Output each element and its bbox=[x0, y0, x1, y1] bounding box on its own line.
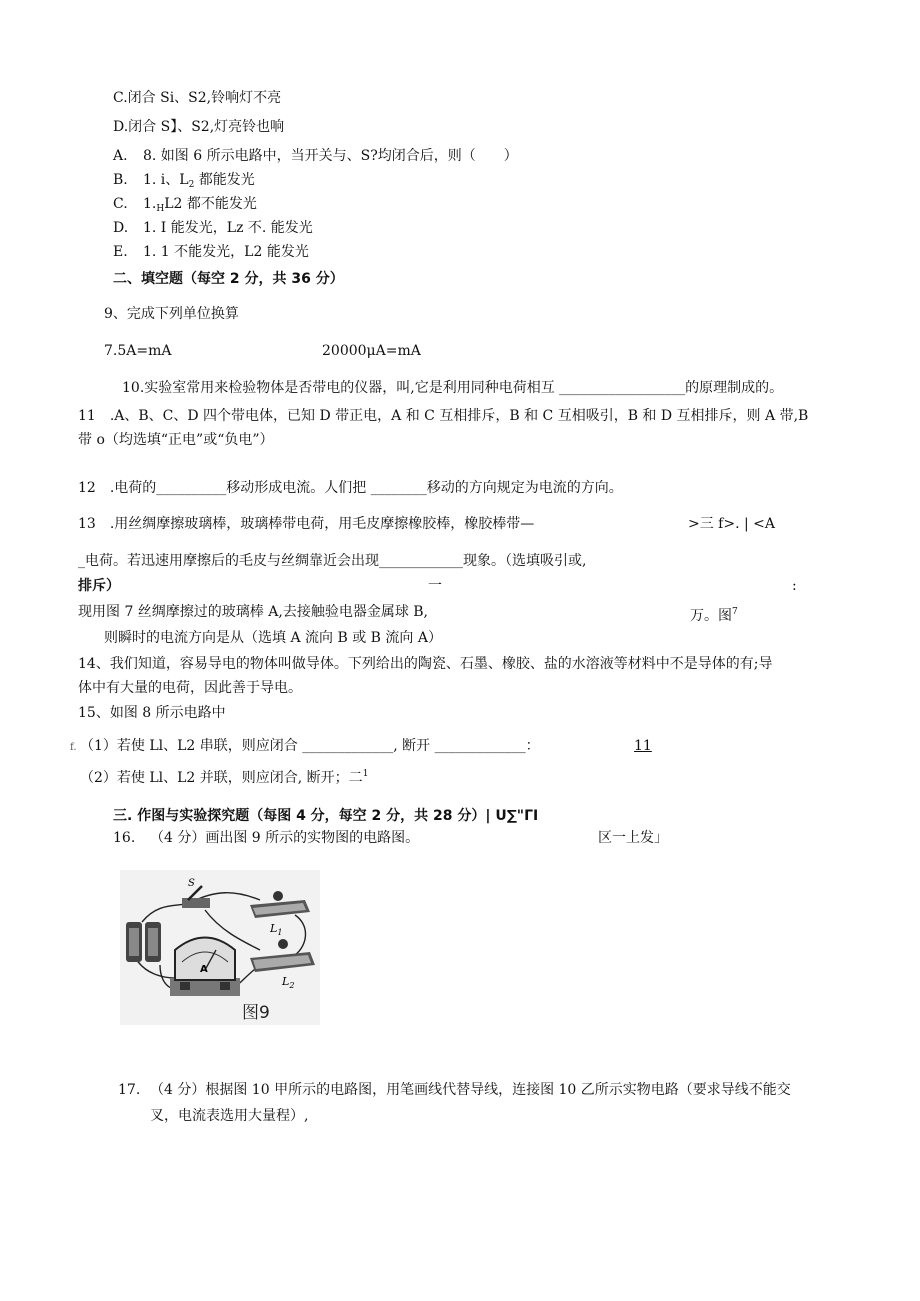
q13-line-1: 13 .用丝绸摩擦玻璃棒，玻璃棒带电荷，用毛皮摩擦橡胶棒，橡胶棒带— bbox=[78, 516, 535, 532]
option-text: 1. I 能发光，Lz 不. 能发光 bbox=[143, 220, 313, 236]
q9-conversion-2: 20000μA=mA bbox=[322, 343, 421, 359]
q12-text: 12 .电荷的__________移动形成电流。人们把 ________移动的方向规定为电流的方向。 bbox=[78, 480, 623, 496]
question-text: 8. 如图 6 所示电路中，当开关与、S?均闭合后，则（ ） bbox=[143, 148, 518, 164]
q13-line-5: 则瞬时的电流方向是从（选填 A 流向 B 或 B 流向 A） bbox=[104, 630, 442, 646]
q11-line-2: 带 o（均选填“正电”或“负电”） bbox=[78, 432, 274, 448]
q14-line-1: 14、我们知道，容易导电的物体叫做导体。下列给出的陶瓷、石墨、橡胶、盐的水溶液等材料中不是导体的有;导 bbox=[78, 656, 773, 672]
q13-line-4: 现用图 7 丝绸摩擦过的玻璃棒 A,去接触验电器金属球 B, bbox=[78, 604, 429, 620]
switch-label: S bbox=[188, 878, 195, 889]
q13-line-2: _电荷。若迅速用摩擦后的毛皮与丝绸靠近会出现____________现象。（选填吸引或, bbox=[78, 553, 587, 569]
q8-item-c bbox=[113, 194, 257, 219]
q13-line-3-right: : bbox=[792, 578, 797, 594]
q17-number: 17. bbox=[118, 1082, 141, 1098]
q8-item-e bbox=[113, 242, 309, 262]
q13-line-4-right bbox=[690, 602, 738, 626]
subscript: 2 bbox=[188, 180, 195, 190]
item-letter: D. bbox=[113, 220, 129, 236]
q17-line-2: 叉，电流表选用大量程）, bbox=[150, 1108, 309, 1124]
q15-part-1-right: 11 bbox=[634, 738, 652, 754]
q15-part-1: （1）若使 Ll、L2 串联，则应闭合 _____________, 断开 _____________： bbox=[80, 738, 540, 754]
q16-text: （4 分）画出图 9 所示的实物图的电路图。 bbox=[150, 830, 420, 846]
circuit-photo bbox=[120, 870, 320, 1025]
q13-line-1-right: >三 f>. | <A bbox=[688, 516, 776, 532]
fig-ref-text: 万。图 bbox=[690, 608, 732, 624]
q11-line-1: 11 .A、B、C、D 四个带电体，已知 D 带正电，A 和 C 互相排斥，B 和 C 互相吸引，B 和 D 互相排斥，则 A 带,B bbox=[78, 408, 809, 424]
lamp-letter: L bbox=[282, 975, 290, 988]
section-3-title: 三. 作图与实验探究题（每图 4 分，每空 2 分，共 28 分）| U∑"ΓI bbox=[113, 808, 539, 824]
q10-text: 10.实验室常用来检验物体是否带电的仪器，叫,它是利用同种电荷相互 __________________的原理制成的。 bbox=[122, 380, 784, 396]
q9-conversion-1: 7.5A=mA bbox=[104, 343, 172, 359]
q8-item-a bbox=[113, 146, 518, 166]
q15-mark: f. bbox=[70, 742, 77, 753]
option-text: 1. i、L bbox=[143, 172, 189, 188]
lamp-subscript: 2 bbox=[289, 981, 295, 990]
lamp-letter: L bbox=[270, 922, 278, 935]
q15-text: 15、如图 8 所示电路中 bbox=[78, 705, 226, 721]
figure-caption: 图9 bbox=[242, 1003, 270, 1023]
item-letter: C. bbox=[113, 196, 128, 212]
item-letter: B. bbox=[113, 172, 128, 188]
ammeter-label: A bbox=[200, 964, 208, 975]
q8-item-b bbox=[113, 170, 255, 195]
option-d: D.闭合 S】、S2,灯亮铃也响 bbox=[113, 119, 285, 135]
section-2-title: 二、填空题（每空 2 分，共 36 分） bbox=[113, 271, 344, 287]
q9-text: 9、完成下列单位换算 bbox=[104, 306, 239, 322]
item-letter: E. bbox=[113, 244, 128, 260]
lamp-subscript: 1 bbox=[277, 928, 283, 937]
superscript: 7 bbox=[732, 607, 738, 617]
q8-item-d bbox=[113, 218, 313, 238]
q16-right: 区一上发」 bbox=[598, 830, 668, 846]
superscript: 1 bbox=[362, 769, 369, 779]
q15-part-2-text: （2）若使 Ll、L2 并联，则应闭合, 断开；二 bbox=[80, 770, 363, 786]
q13-line-3-mid: 一 bbox=[428, 578, 442, 594]
item-letter: A. bbox=[113, 148, 128, 164]
q14-line-2: 体中有大量的电荷，因此善于导电。 bbox=[78, 680, 302, 696]
q13-line-3: 排斥） bbox=[78, 578, 120, 594]
option-c: C.闭合 Si、S2,铃响灯不亮 bbox=[113, 90, 282, 106]
figure-9 bbox=[120, 870, 320, 1025]
q15-part-2 bbox=[80, 764, 368, 788]
q17-line-1: （4 分）根据图 10 甲所示的电路图，用笔画线代替导线，连接图 10 乙所示实物电路（要求导线不能交 bbox=[150, 1082, 791, 1098]
q16-number: 16. bbox=[113, 830, 136, 846]
option-text: 都能发光 bbox=[194, 172, 255, 188]
option-text: 1. bbox=[143, 196, 157, 212]
subscript: H bbox=[156, 204, 165, 214]
option-text: L2 都不能发光 bbox=[164, 196, 257, 212]
option-text: 1. 1 不能发光，L2 能发光 bbox=[143, 244, 309, 260]
